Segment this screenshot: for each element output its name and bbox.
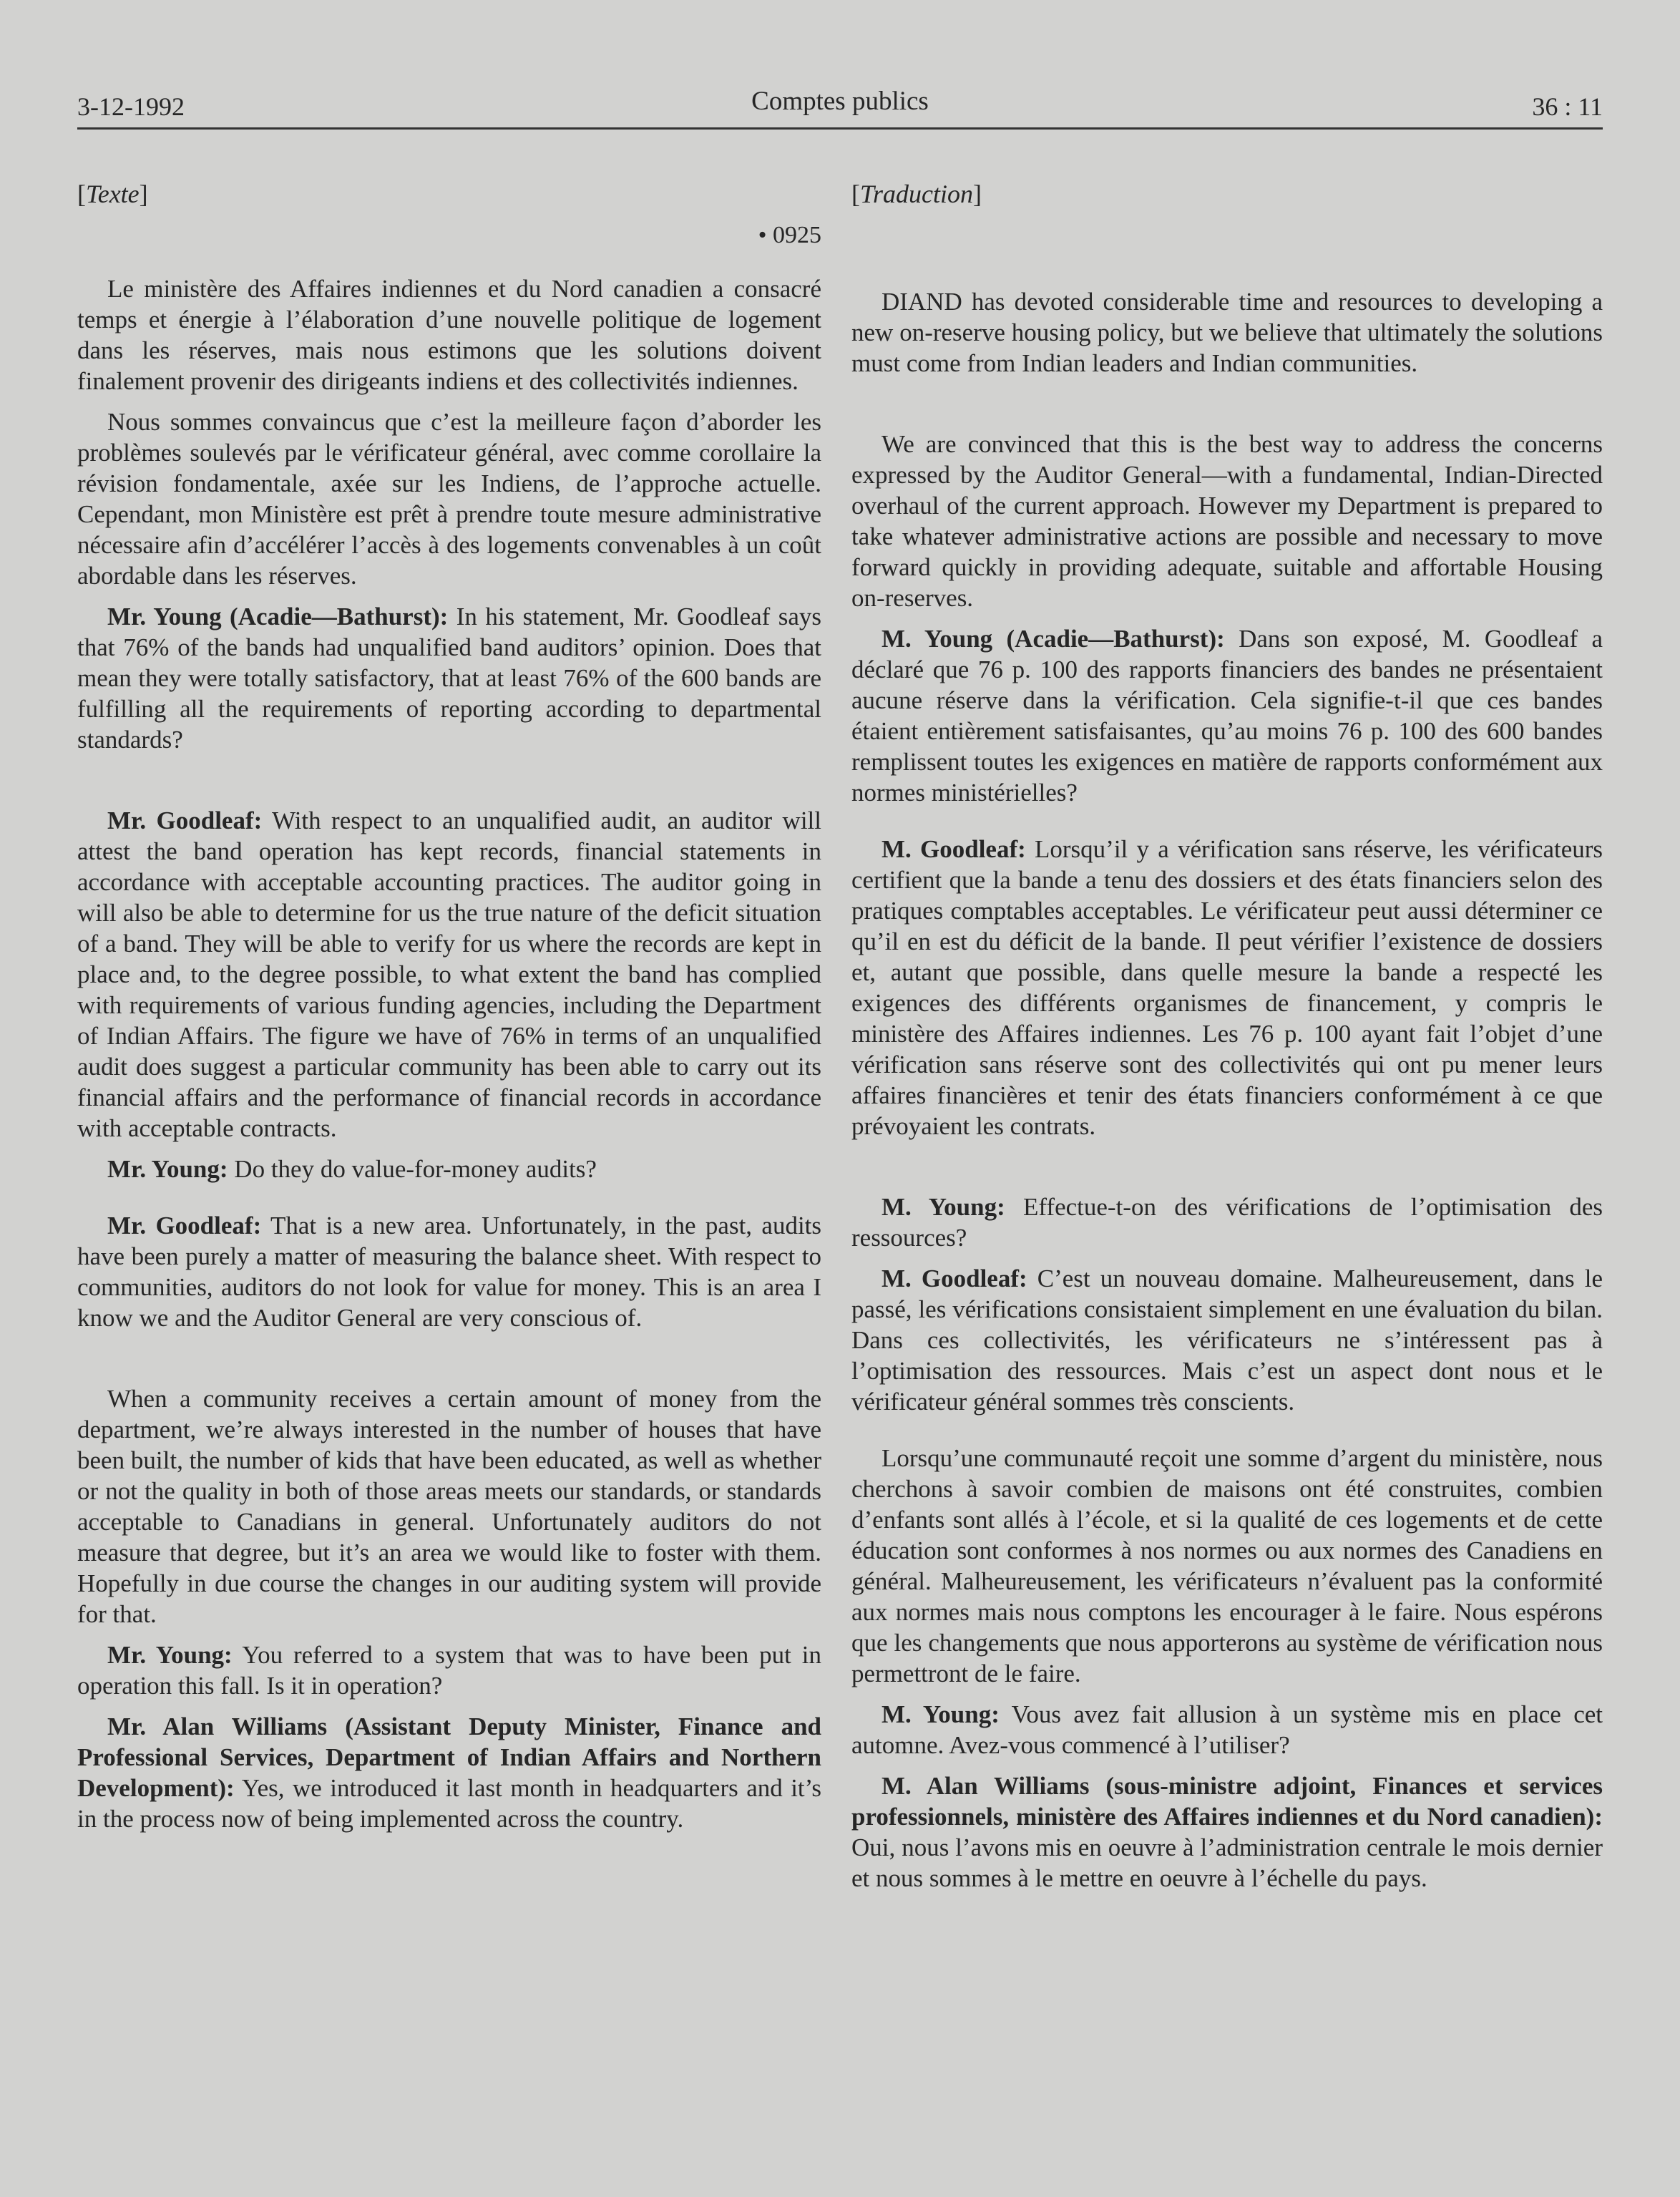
paragraph: Mr. Young (Acadie—Bathurst): In his statement, Mr. Goodleaf says that 76% of the bands had unqualified band auditors’ opinion. Does that mean they were totally satisfactory, that at least 76% of the 600 bands are fulfilling all the requirements of reporting according to departmental standards?: [77, 603, 822, 754]
right-column: [851, 179, 1603, 1894]
paragraph: M. Alan Williams (sous-ministre adjoint, Finances et services professionnels, ministère des Affaires indiennes et du Nord canadien): Oui, nous l’avons mis en oeuvre à l’administration centrale le mois dernier et nous sommes à le mettre en oeuvre à l’échelle du pays.: [851, 1772, 1603, 1892]
time-marker: • 0925: [758, 222, 821, 248]
speaker-name: M. Alan Williams (sous-ministre adjoint, Finances et services professionnels, ministère des Affaires indiennes et du Nord canadien):: [851, 1772, 1603, 1831]
speaker-name: Mr. Young:: [107, 1155, 228, 1183]
paragraph: Mr. Goodleaf: With respect to an unqualified audit, an auditor will attest the band operation has kept records, financial statements in accordance with acceptable accounting practices. The auditor going in will also be able to determine for us the true nature of the deficit situation of a band. They will be able to verify for us where the records are kept in place and, to the degree possible, to what extent the band has complied with requirements of various funding agencies, including the Department of Indian Affairs. The figure we have of 76% in terms of an unqualified audit does suggest a particular community has been able to carry out its financial affairs and the performance of financial records in accordance with acceptable contracts.: [77, 807, 821, 1142]
speaker-name: Mr. Alan Williams (Assistant Deputy Minister, Finance and Professional Services, Department of Indian Affairs and Northern Development):: [77, 1713, 821, 1802]
language-tag-right: [Traduction]: [851, 180, 982, 208]
paragraph: Lorsqu’une communauté reçoit une somme d’argent du ministère, nous cherchons à savoir combien de maisons ont été construites, combien d’enfants sont allés à l’école, et si la qualité de ces logements et de cette éducation sont conformes à nos normes ou aux normes des Canadiens en général. Malheureusement, les vérificateurs n’évaluent pas la conformité aux normes mais nous comptons les encourager à le faire. Nous espérons que les changements que nous apporterons au système de vérification nous permettront de le faire.: [851, 1444, 1603, 1687]
speaker-name: M. Goodleaf:: [881, 1265, 1027, 1292]
speaker-name: Mr. Young (Acadie—Bathurst):: [107, 603, 449, 630]
speaker-name: M. Goodleaf:: [881, 835, 1026, 863]
header-page-number: 36 : 11: [1532, 92, 1603, 121]
paragraph: Nous sommes convaincus que c’est la meilleure façon d’aborder les problèmes soulevés par le vérificateur général, avec comme corollaire la révision fondamentale, axée sur les Indiens, de l’approche actuelle. Cependant, mon Ministère est prêt à prendre toute mesure administrative nécessaire afin d’accélérer l’accès à des logements convenables à un coût abordable dans les réserves.: [77, 408, 821, 590]
paragraph: M. Young (Acadie—Bathurst): Dans son exposé, M. Goodleaf a déclaré que 76 p. 100 des rapports financiers des bandes ne présentaient aucune réserve dans la vérification. Cela signifie-t-il que ces bandes étaient entièrement satisfaisantes, qu’au moins 76 p. 100 des 600 bandes remplissent toutes les exigences en matière de rapports conformément aux normes ministérielles?: [851, 625, 1603, 807]
header-date: 3-12-1992: [77, 92, 185, 121]
paragraph: M. Goodleaf: C’est un nouveau domaine. Malheureusement, dans le passé, les vérifications consistaient simplement en une évaluation du bilan. Dans ces collectivités, les vérificateurs ne s’intéressent pas à l’optimisation des ressources. Mais c’est un aspect dont nous et le vérificateur général sommes très conscients.: [851, 1265, 1603, 1416]
paragraph: Le ministère des Affaires indiennes et du Nord canadien a consacré temps et énergie à l’élaboration d’une nouvelle politique de logement dans les réserves, mais nous estimons que les solutions doivent finalement provenir des dirigeants indiens et des collectivités indiennes.: [77, 275, 821, 395]
language-tag-left: [Texte]: [77, 180, 148, 208]
speaker-name: Mr. Young:: [107, 1641, 233, 1669]
paragraph: M. Young: Vous avez fait allusion à un système mis en place cet automne. Avez-vous commencé à l’utiliser?: [851, 1700, 1603, 1759]
paragraph: M. Goodleaf: Lorsqu’il y a vérification sans réserve, les vérificateurs certifient que la bande a tenu des dossiers et des états financiers selon des pratiques comptables acceptables. Le vérificateur peut aussi déterminer ce qu’il en est du déficit de la bande. Il peut vérifier l’existence de dossiers et, autant que possible, dans quelle mesure la bande a respecté les exigences des différents organismes de financement, y compris le ministère des Affaires indiennes. Les 76 p. 100 ayant fait l’objet d’une vérification sans réserve sont des collectivités qui ont pu mener leurs affaires financières et tenir des états financiers conformément à ce que prévoyaient les contrats.: [851, 835, 1603, 1140]
paragraph: When a community receives a certain amount of money from the department, we’re always interested in the number of houses that have been built, the number of kids that have been educated, as well as whether or not the quality in both of those areas meets our standards, or standards acceptable to Canadians in general. Unfortunately auditors do not measure that degree, but it’s an area we would like to foster with them. Hopefully in due course the changes in our auditing system will provide for that.: [77, 1385, 821, 1628]
speaker-name: Mr. Goodleaf:: [107, 807, 263, 834]
speaker-name: Mr. Goodleaf:: [107, 1212, 262, 1239]
header-title: Comptes publics: [751, 87, 929, 116]
header-rule: [77, 127, 1603, 130]
left-column: [77, 179, 821, 1834]
paragraph: Mr. Young: Do they do value-for-money audits?: [107, 1155, 597, 1183]
speaker-name: M. Young:: [881, 1193, 1005, 1221]
running-header: [77, 84, 1603, 130]
speaker-name: M. Young:: [881, 1700, 1000, 1728]
speaker-name: M. Young (Acadie—Bathurst):: [881, 625, 1225, 653]
paragraph: Mr. Young: You referred to a system that was to have been put in operation this fall. Is it in operation?: [77, 1641, 821, 1700]
paragraph: Mr. Goodleaf: That is a new area. Unfortunately, in the past, audits have been purely a matter of measuring the balance sheet. With respect to communities, auditors do not look for value for money. This is an area I know we and the Auditor General are very conscious of.: [77, 1212, 822, 1332]
paragraph: DIAND has devoted considerable time and resources to developing a new on-reserve housing policy, but we believe that ultimately the solutions must come from Indian leaders and Indian communities.: [851, 288, 1603, 377]
paragraph: Mr. Alan Williams (Assistant Deputy Minister, Finance and Professional Services, Department of Indian Affairs and Northern Development): Yes, we introduced it last month in headquarters and it’s in the process now of being implemented across the country.: [77, 1713, 821, 1833]
paragraph: We are convinced that this is the best way to address the concerns expressed by the Auditor General—with a fundamental, Indian-Directed overhaul of the current approach. However my Department is prepared to take whatever administrative actions are possible and necessary to move forward quickly in providing adequate, suitable and affortable Housing on-reserves.: [851, 430, 1603, 612]
paragraph: M. Young: Effectue-t-on des vérifications de l’optimisation des ressources?: [851, 1193, 1603, 1252]
